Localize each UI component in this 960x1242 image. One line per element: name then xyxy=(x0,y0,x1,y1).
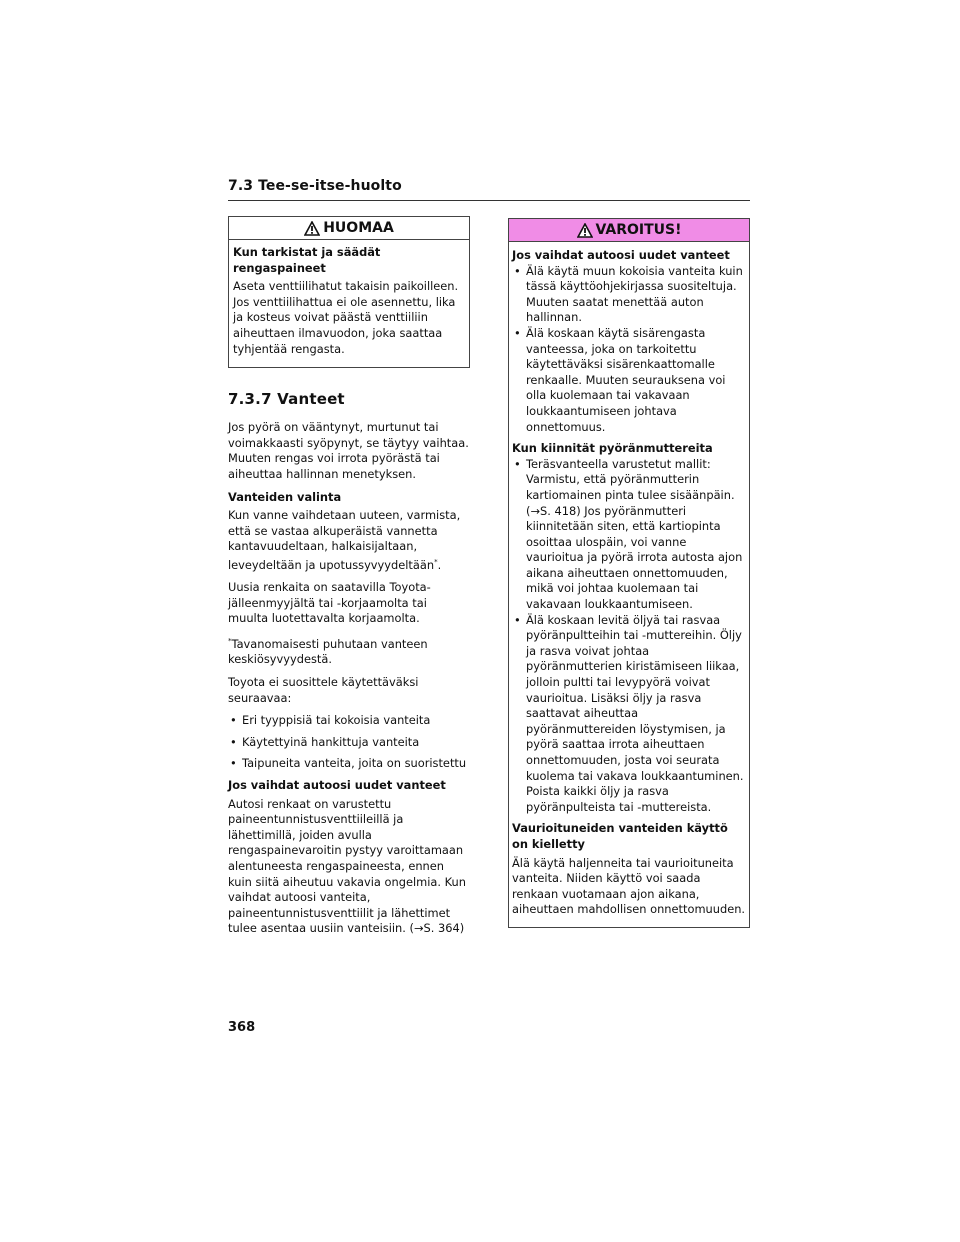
warning-box xyxy=(508,218,750,928)
footnote: *Tavanomaisesti puhutaan vanteen keskiösyvyydestä. xyxy=(228,636,428,667)
warning-subheading-new-rims: Jos vaihdat autoosi uudet vanteet xyxy=(512,248,730,262)
left-column xyxy=(228,216,470,944)
running-header xyxy=(228,178,750,201)
header-title: 7.3 Tee-se-itse-huolto xyxy=(228,178,402,194)
list-item: • Taipuneita vanteita, joita on suoristettu xyxy=(228,756,470,772)
list-item: • Käytettyinä hankittuja vanteita xyxy=(228,735,470,751)
section-title: 7.3.7 Vanteet xyxy=(228,390,345,409)
header-rule xyxy=(228,200,750,201)
page-number: 368 xyxy=(228,1020,256,1035)
warning-triangle-icon xyxy=(577,223,593,238)
list-item: • Älä koskaan käytä sisärengasta vanteessa, joka on tarkoitettu käytettäväksi sisärenkaattomalle renkaalle. Muuten seurauksena voi olla kuolemaan tai vakavaan loukkaantumiseen johtava onnettomuus. xyxy=(512,326,746,435)
notice-box xyxy=(228,216,470,368)
warning-subheading-nuts: Kun kiinnität pyöränmuttereita xyxy=(512,441,713,456)
paragraph-availability: Uusia renkaita on saatavilla Toyota-jälleenmyyjältä tai -korjaamolta tai muulta luotettavalta korjaamolta. xyxy=(228,580,431,626)
warning-list-nuts xyxy=(512,457,746,816)
section-intro: Jos pyörä on vääntynyt, murtunut tai voimakkaasti syöpynyt, se täytyy vaihtaa. Muuten rengas voi irrota pyörästä tai aiheuttaa hallinnan menetyksen. xyxy=(228,420,469,481)
notice-title: HUOMAA xyxy=(323,220,394,236)
warning-subheading-damaged: Vaurioituneiden vanteiden käyttö on kielletty xyxy=(512,821,728,851)
paragraph-not-recommended: Toyota ei suosittele käytettäväksi seuraavaa: xyxy=(228,675,419,705)
warning-body xyxy=(509,242,749,927)
warning-header xyxy=(509,219,749,242)
right-column xyxy=(508,218,750,928)
notice-subheading: Kun tarkistat ja säädät rengaspaineet xyxy=(233,245,381,275)
warning-title: VAROITUS! xyxy=(595,222,682,238)
notice-text: Aseta venttiilihatut takaisin paikoilleen. Jos venttiilihattua ei ole asennettu, lika ja kosteus voivat päästä venttiiliin aiheuttaen ilmavuodon, joka saattaa tyhjentää rengasta. xyxy=(233,279,459,356)
warning-triangle-icon xyxy=(304,221,320,236)
subheading-rim-selection: Vanteiden valinta xyxy=(228,489,342,504)
warning-text-damaged: Älä käytä haljenneita tai vaurioituneita vanteita. Niiden käyttö voi saada renkaan vuotamaan ajon aikana, aiheuttaen mahdollisen onnettomuuden. xyxy=(512,855,746,917)
list-item: • Älä koskaan levitä öljyä tai rasvaa pyöränpultteihin tai -muttereihin. Öljy ja rasva voivat johtaa pyöränmutterien kiristämiseen liikaa, jolloin pultti tai levypyörä voivat vaurioitua. Lisäksi öljy ja rasva saattavat aiheuttaa pyöränmuttereiden löystymisen, ja pyörä saattaa irrota aiheuttaen onnettomuuden, josta voi seurata kuolema tai vakava loukkaantuminen. Poista kaikki öljy ja rasva pyöränpulteista tai -muttereista. xyxy=(512,613,746,816)
not-recommended-list xyxy=(228,713,470,772)
list-item: • Teräsvanteella varustetut mallit: Varmistu, että pyöränmutterin kartiomainen pinta tulee sisäänpäin. (→S. 418) Jos pyöränmutteri kiinnitetään siten, että kartiopinta osoittaa ulospäin, voi vanne vaurioitua ja pyörä irrota autosta ajon aikana aiheuttaen onnettomuuden, mikä voi johtaa kuolemaan tai vakavaan loukkaantumiseen. xyxy=(512,457,746,613)
notice-body xyxy=(229,240,469,367)
list-item: • Älä käytä muun kokoisia vanteita kuin tässä käyttöohjekirjassa suositeltuja. Muuten saatat menettää auton hallinnan. xyxy=(512,264,746,326)
paragraph-rim-match: Kun vanne vaihdetaan uuteen, varmista, että se vastaa alkuperäistä vannetta kantavuudeltaan, halkaisijaltaan, leveydeltään ja upotussyvyydeltään*. xyxy=(228,508,461,572)
warning-list-rims xyxy=(512,264,746,436)
list-item: • Eri tyyppisiä tai kokoisia vanteita xyxy=(228,713,470,729)
notice-header xyxy=(229,217,469,240)
paragraph-tpms: Autosi renkaat on varustettu paineentunnistusventtiileillä ja lähettimillä, joiden avulla rengaspainevaroitin pystyy varoittamaan alentuneesta rengaspaineesta, ennen kuin siitä aiheutuu vakavia ongelmia. Kun vaihdat autoosi vanteita, paineentunnistusventtiilit ja lähettimet tulee asentaa uusiin vanteisiin. (→S. 364) xyxy=(228,796,466,936)
subheading-new-rims: Jos vaihdat autoosi uudet vanteet xyxy=(228,778,446,793)
